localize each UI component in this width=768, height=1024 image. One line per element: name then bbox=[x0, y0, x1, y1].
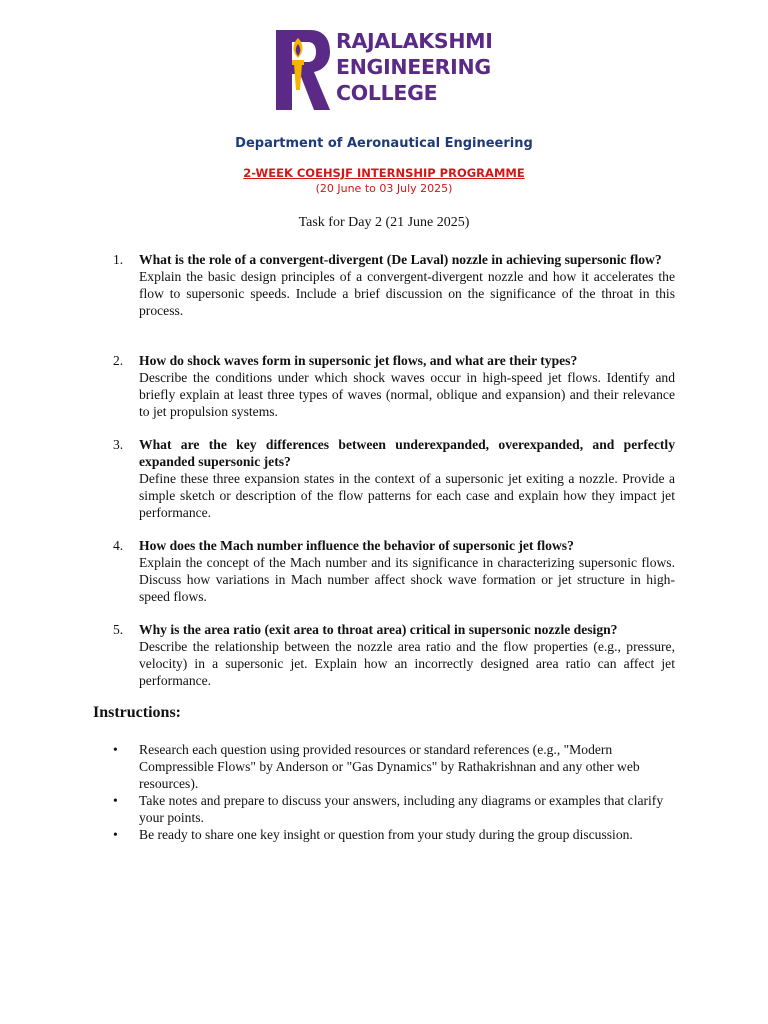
question-item bbox=[113, 537, 675, 605]
question-number: 2. bbox=[113, 353, 124, 368]
instruction-text: Research each question using provided resources or standard references (e.g., "Modern Compressible Flows" by Anderson or "Gas Dynamics" by Rathakrishnan and any other web resources). bbox=[139, 742, 640, 791]
question-title: How does the Mach number influence the behavior of supersonic jet flows? bbox=[139, 538, 574, 553]
question-number: 1. bbox=[113, 252, 124, 267]
list-item bbox=[113, 792, 668, 826]
question-text: Describe the relationship between the nozzle area ratio and the flow properties (e.g., pressure, velocity) in a supersonic jet. Explain how an incorrectly designed area ratio can affect jet performance. bbox=[139, 639, 675, 688]
question-number: 5. bbox=[113, 622, 124, 637]
question-title: How do shock waves form in supersonic jet flows, and what are their types? bbox=[139, 353, 578, 368]
question-item bbox=[113, 436, 675, 521]
question-title: What is the role of a convergent-divergent (De Laval) nozzle in achieving supersonic flow? bbox=[139, 252, 662, 267]
question-title: Why is the area ratio (exit area to throat area) critical in supersonic nozzle design? bbox=[139, 622, 618, 637]
college-name-line-2: ENGINEERING bbox=[336, 55, 491, 79]
college-name bbox=[336, 28, 516, 106]
question-title: What are the key differences between underexpanded, overexpanded, and perfectly expanded supersonic jets? bbox=[139, 437, 675, 469]
question-item bbox=[113, 352, 675, 420]
instructions-list bbox=[113, 741, 668, 843]
bullet-icon: • bbox=[113, 827, 118, 842]
instruction-text: Take notes and prepare to discuss your answers, including any diagrams or examples that clarify your points. bbox=[139, 793, 664, 825]
instructions-heading: Instructions: bbox=[93, 704, 182, 721]
question-text: Explain the basic design principles of a convergent-divergent nozzle and how it accelerates the flow to supersonic speeds. Include a brief discussion on the significance of the throat in this process. bbox=[139, 269, 675, 318]
college-name-line-3: COLLEGE bbox=[336, 81, 438, 105]
question-number: 4. bbox=[113, 538, 124, 553]
instruction-text: Be ready to share one key insight or question from your study during the group discussion. bbox=[139, 827, 633, 842]
list-item bbox=[113, 826, 668, 843]
bullet-icon: • bbox=[113, 742, 118, 757]
bullet-icon: • bbox=[113, 793, 118, 808]
programme-title: 2-WEEK COEHSJF INTERNSHIP PROGRAMME bbox=[243, 166, 525, 180]
list-item bbox=[113, 741, 668, 792]
torch-r-logo-icon bbox=[272, 28, 332, 112]
college-name-line-1: RAJALAKSHMI bbox=[336, 29, 493, 53]
question-item bbox=[113, 621, 675, 689]
question-text: Define these three expansion states in the context of a supersonic jet exiting a nozzle. Provide a simple sketch or description of the flow patterns for each case and explain how they impact jet performance. bbox=[139, 471, 675, 520]
department-title: Department of Aeronautical Engineering bbox=[235, 136, 533, 151]
question-number: 3. bbox=[113, 437, 124, 452]
question-text: Explain the concept of the Mach number and its significance in characterizing supersonic flows. Discuss how variations in Mach number affect shock wave formation or jet structure in high-speed flows. bbox=[139, 555, 675, 604]
question-item bbox=[113, 251, 675, 319]
question-text: Describe the conditions under which shock waves occur in high-speed jet flows. Identify and briefly explain at least three types of waves (normal, oblique and expansion) and their relevance to jet propulsion systems. bbox=[139, 370, 675, 419]
task-heading: Task for Day 2 (21 June 2025) bbox=[298, 215, 470, 230]
programme-dates: (20 June to 03 July 2025) bbox=[315, 182, 453, 195]
college-logo bbox=[272, 28, 512, 112]
